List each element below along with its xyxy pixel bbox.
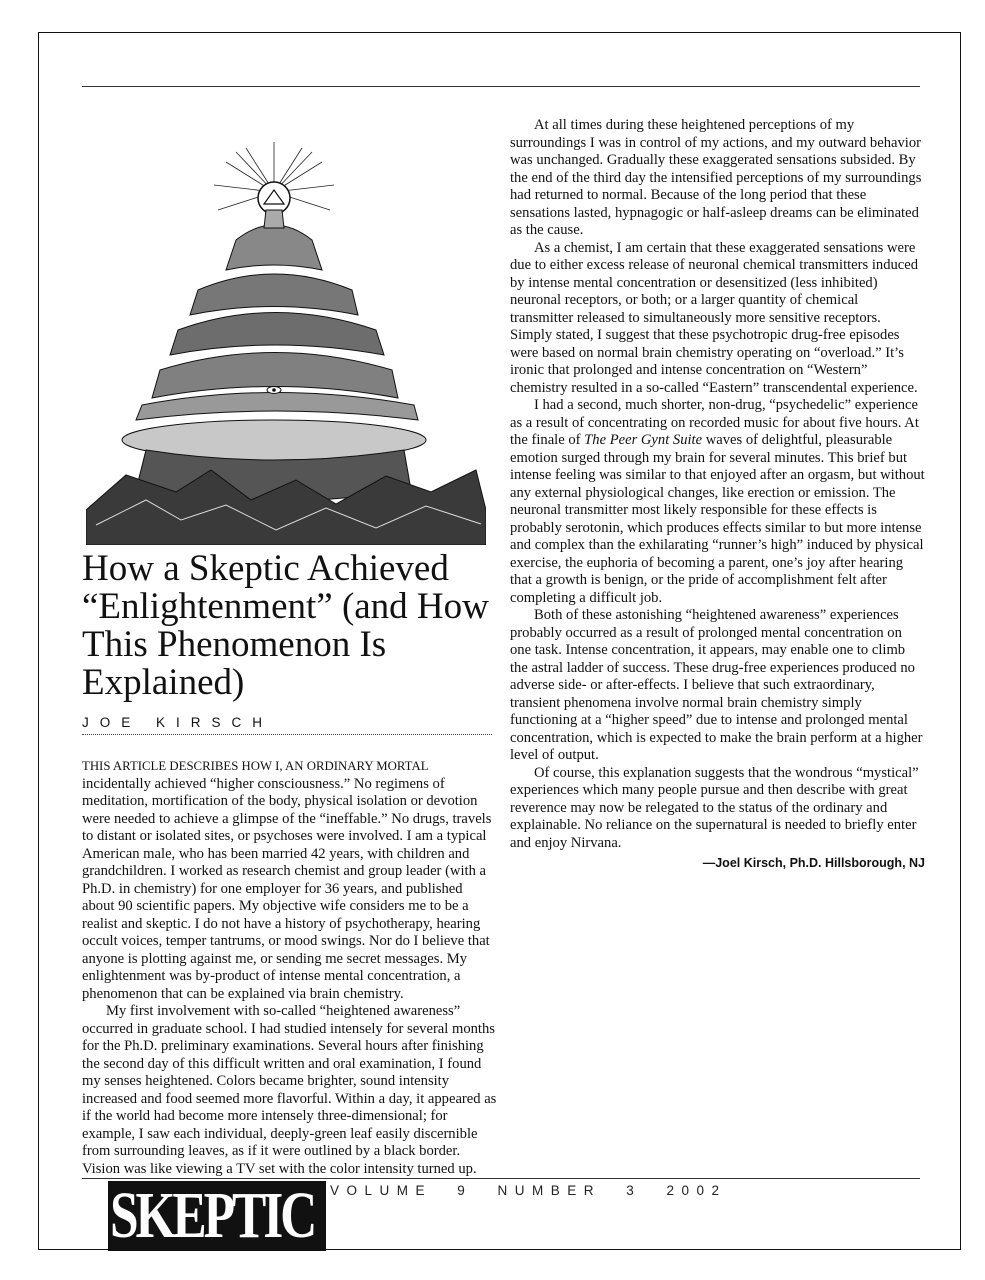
paragraph-graduate-school: My first involvement with so-called “heightened awareness” occurred in graduate school. I had studied intensely for several months for the Ph.D. preliminary examinations. Several hours after finishing the second day of this difficult written and oral examination, I found my senses heightened. Colors became brighter, sound intensity increased and food seemed more flavorful. Within a day, it appeared as if the world had become more intensely three-dimensional; for example, I saw each individual, deeply-green leaf easily discernible from surrounding leaves, as if it were outlined by a black border. Vision was like viewing a TV set with the color intensity turned up. [82,1003,497,1177]
article-column-right [510,117,925,873]
paragraph-music-text-a: I had a second, much shorter, non-drug, “psychedelic” experience as a result of concentrating on recorded music for about five hours. At the finale of [510,397,919,448]
author-signature: —Joel Kirsch, Ph.D. Hillsborough, NJ [702,856,925,870]
article-title: How a Skeptic Achieved “Enlightenment” (and How This Phenomenon Is Explained) [82,548,489,703]
paragraph-intro-text: incidentally achieved “higher consciousness.” No regimens of meditation, mortification of the body, physical isolation or devotion were needed to achieve a glimpse of the “ineffable.” No drugs, travels to distant or isolated sites, or psychoses were involved. I am a typical American male, who has been married 42 years, with children and grandchildren. I worked as research chemist and group leader (with a Ph.D. in chemistry) for one employer for 36 years, and published about 90 scientific papers. My objective wife considers me to be a realist and skeptic. I do not have a history of psychotherapy, hearing occult voices, temper tantrums, or mood swings. Nor do I believe that anyone is plotting against me, or sending me secret messages. My enlightenment was by-product of intense mental concentration, a phenomenon that can be explained via brain chemistry. [82,775,492,1002]
lead-in-caps: THIS ARTICLE DESCRIBES HOW I, AN ORDINARY MORTAL [82,759,429,773]
article-column-left [82,758,497,1178]
footer-rule [82,1178,920,1179]
issue-info: VOLUME 9 NUMBER 3 2002 [330,1183,727,1198]
paragraph-music-text-b: waves of delightful, pleasurable emotion surged through my brain for several minutes. This brief but intense feeling was similar to that enjoyed after an orgasm, but without any external physiological changes, like erection or emission. The neuronal transmitter most likely responsible for these effects is probably serotonin, which produces effects similar to but more intense and complex than the exhilarating “runner’s high” induced by physical exercise, the euphoria of becoming a parent, one’s joy after hearing that a growth is benign, or the pride of accomplishment felt after completing a difficult job. [510,432,925,606]
header-rule [82,86,920,87]
paragraph-conclusion: Of course, this explanation suggests that the wondrous “mystical” experiences which many people pursue and then describe with great reverence may now be relegated to the status of the ordinary and explainable. No reliance on the supernatural is needed to briefly enter and enjoy Nirvana. [510,764,919,851]
skeptic-logo [108,1181,326,1251]
paragraph-control: At all times during these heightened perceptions of my surroundings I was in control of my actions, and my outward behavior was unchanged. Gradually these exaggerated sensations subsided. By the end of the third day the intensified perceptions of my surroundings had returned to normal. Because of the long period that these sensations lasted, hypnagogic or half-asleep dreams can be eliminated as the cause. [510,117,922,238]
logo-text: SKEPTIC [110,1181,315,1251]
music-title: The Peer Gynt Suite [584,432,703,448]
paragraph-music [510,397,925,607]
author-byline: JOE KIRSCH [82,715,492,735]
paragraph-chemist: As a chemist, I am certain that these exaggerated sensations were due to either excess release of neuronal chemical transmitters induced by intense mental concentration or desensitized (less inhibited) neuronal receptors, or both; or a larger quantity of chemical transmitter released to simultaneously more sensitive receptors. Simply stated, I suggest that these psychotropic drug-free episodes were based on normal brain chemistry operating on “overload.” It’s ironic that prolonged and intense concentration on “Western” chemistry resulted in a so-called “Eastern” transcendental experience. [510,239,919,396]
paragraph-intro [82,758,497,1003]
spiral-mountain-engraving-icon [86,140,486,545]
paragraph-both: Both of these astonishing “heightened awareness” experiences probably occurred as a result of prolonged mental concentration on one task. Intense concentration, it appears, may enable one to climb the astral ladder of success. These drug-free experiences produced no adverse side- or after-effects. I believe that such extraordinary, transient phenomena involve normal brain chemistry simply functioning at a “higher speed” due to intense and prolonged mental concentration, which is expected to make the brain perform at a higher level of output. [510,607,923,763]
